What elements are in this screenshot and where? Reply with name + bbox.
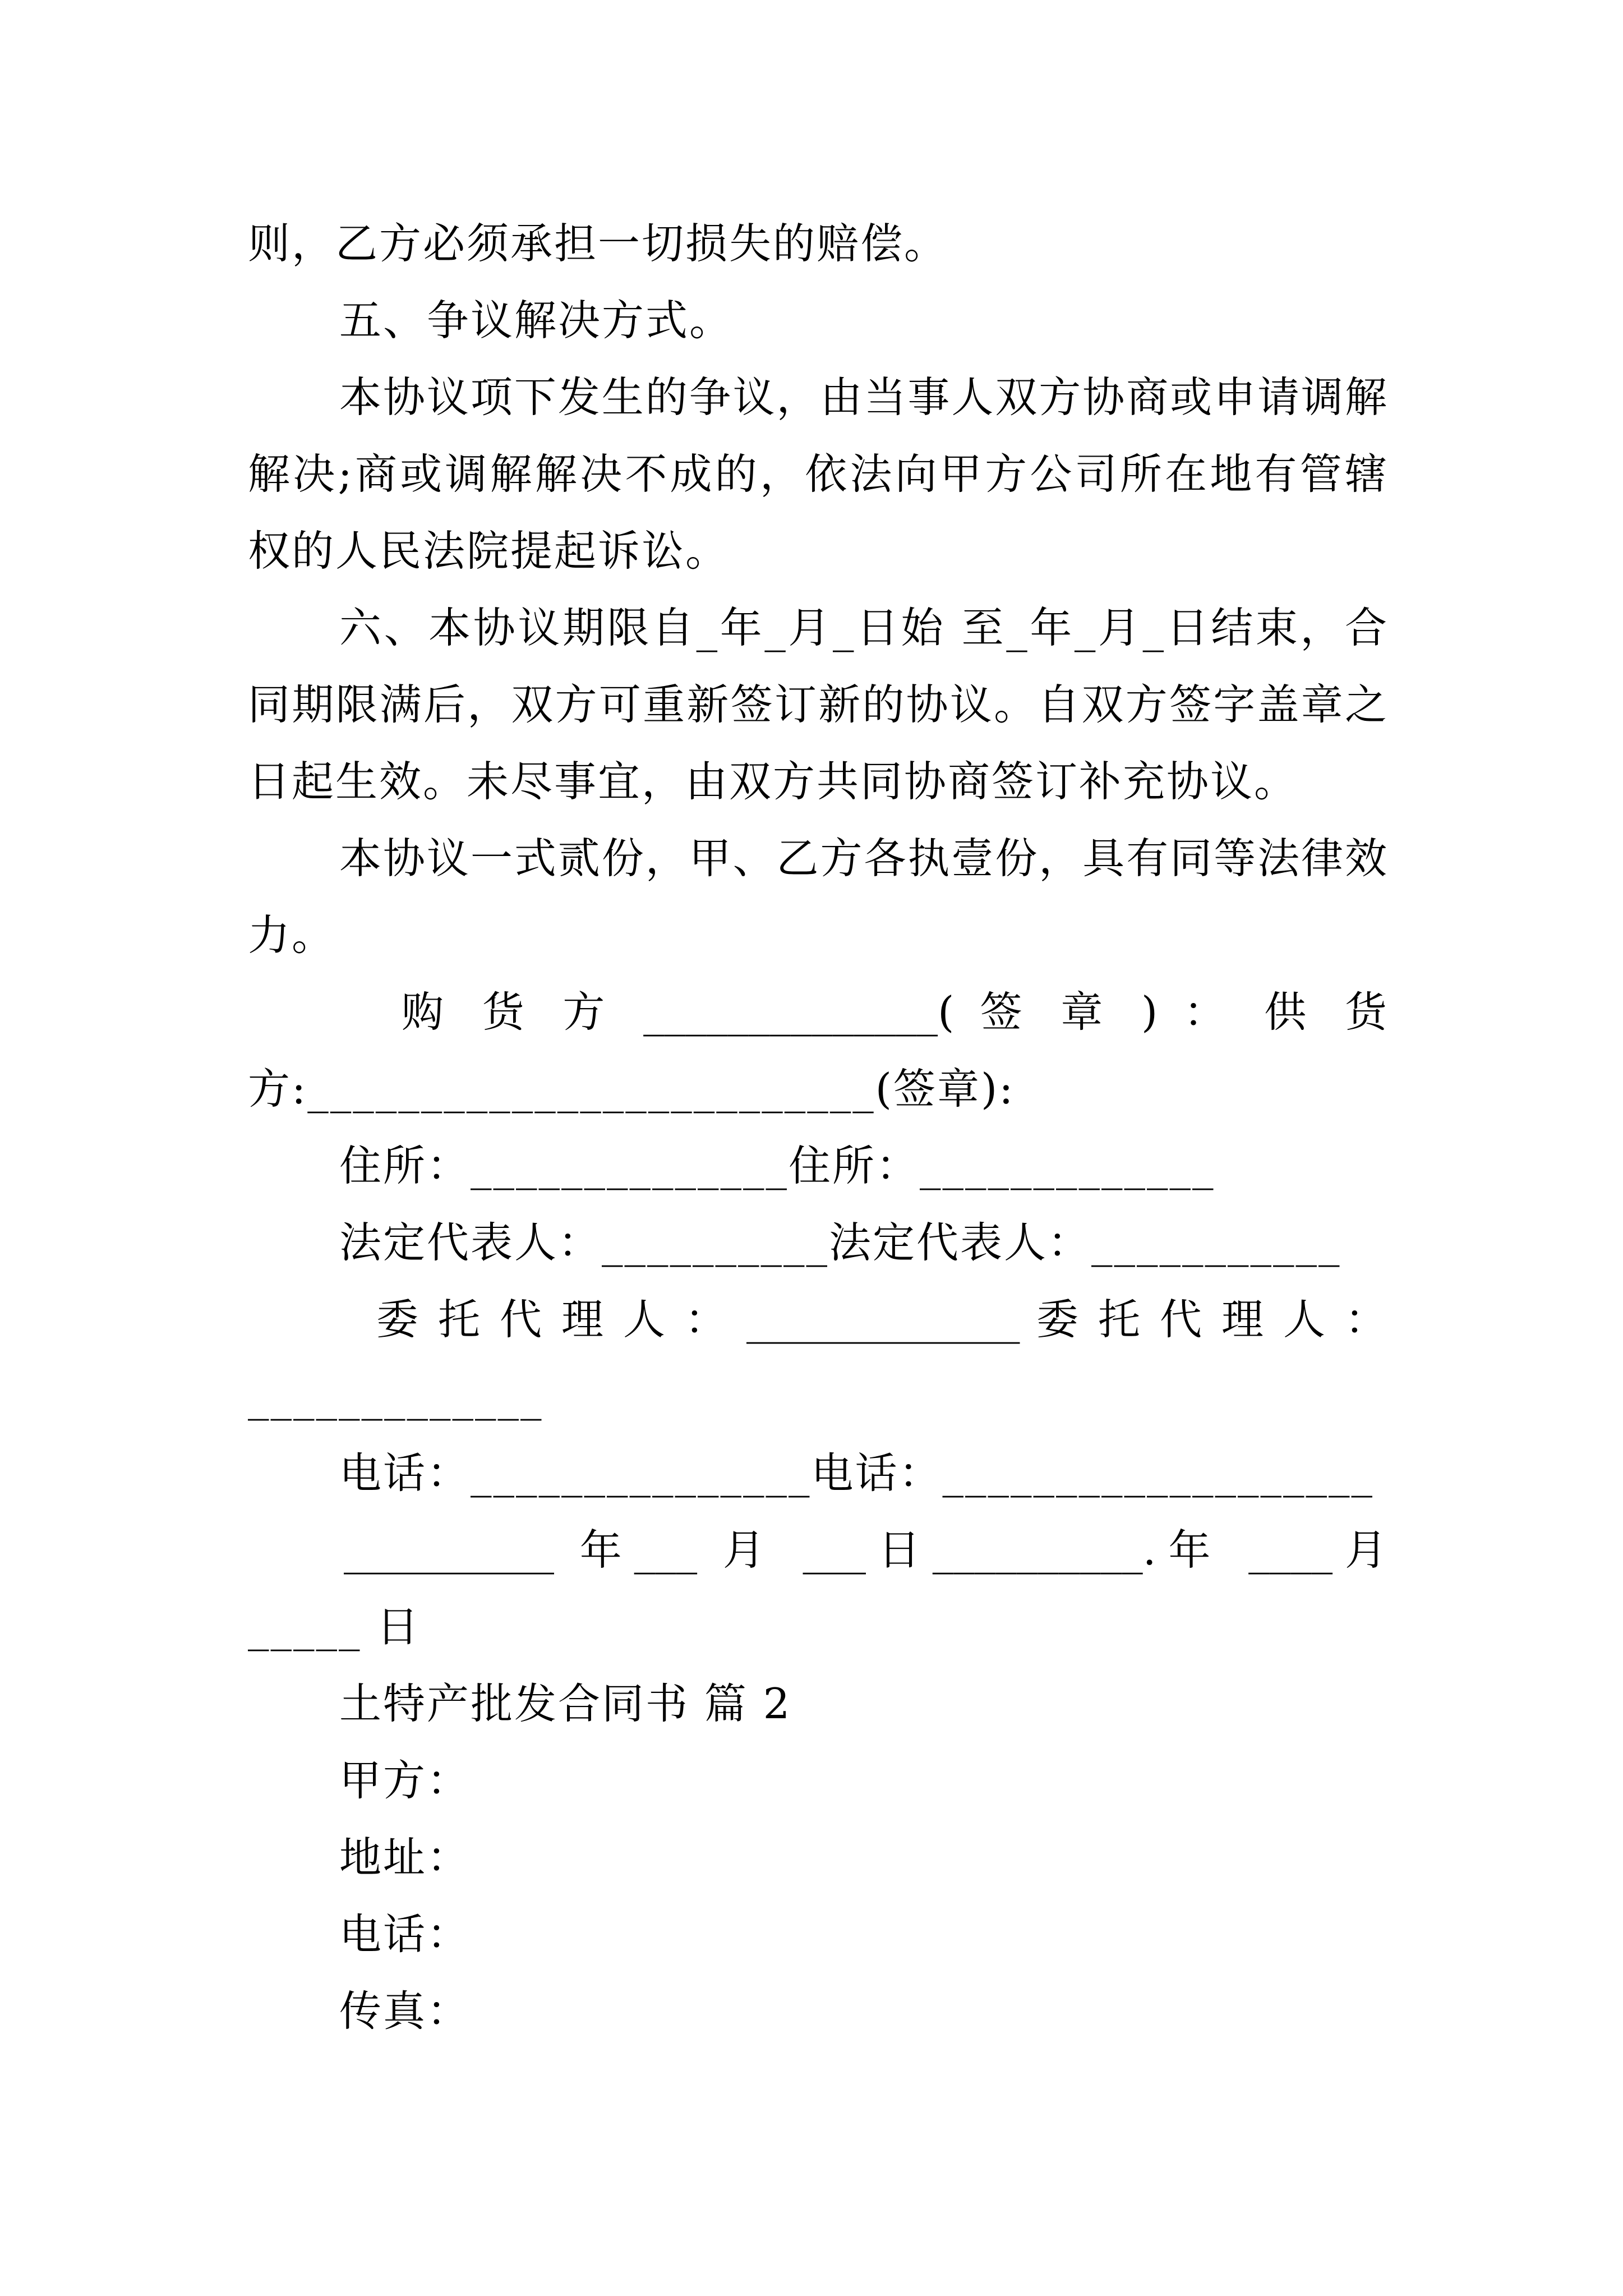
phone-signature-line: 电话：_______________电话：___________________ bbox=[339, 1448, 1375, 1498]
phone-label: 电话： bbox=[339, 1910, 471, 1959]
clause-five-body-line: 解决;商或调解解决不成的，依法向甲方公司所在地有管辖 bbox=[248, 449, 1387, 499]
copies-clause-line: 本协议一式贰份，甲、乙方各执壹份，具有同等法律效 bbox=[339, 834, 1387, 883]
clause-six-line: 六、本协议期限自_年_月_日始 至_年_月_日结束，合 bbox=[339, 603, 1387, 652]
legal-representative-line: 法定代表人：__________法定代表人：___________ bbox=[339, 1218, 1341, 1267]
date-line-end: _____ 日 bbox=[248, 1602, 421, 1651]
clause-five-body-line: 权的人民法院提起诉讼。 bbox=[248, 526, 730, 576]
section-two-heading: 土特产批发合同书 篇 2 bbox=[339, 1679, 792, 1728]
fax-label: 传真： bbox=[339, 1986, 471, 2036]
supplier-signature-line: 方:_________________________(签章): bbox=[248, 1064, 1015, 1114]
document-body bbox=[248, 205, 1387, 2050]
address-signature-line: 住所：______________住所：_____________ bbox=[339, 1141, 1215, 1190]
party-a-label: 甲方： bbox=[339, 1756, 471, 1805]
agent-signature-blank: _____________ bbox=[248, 1372, 543, 1421]
clause-six-line: 日起生效。未尽事宜，由双方共同协商签订补充协议。 bbox=[248, 757, 1298, 806]
previous-clause-tail: 则，乙方必须承担一切损失的赔偿。 bbox=[248, 219, 948, 268]
clause-five-body-line: 本协议项下发生的争议，由当事人双方协商或申请调解 bbox=[339, 372, 1387, 422]
address-label: 地址： bbox=[339, 1833, 471, 1882]
clause-six-line: 同期限满后，双方可重新签订新的协议。自双方签字盖章之 bbox=[248, 680, 1387, 729]
buyer-signature-line: 购 货 方 ______________( 签 章 ) ： 供 货 bbox=[402, 987, 1387, 1037]
agent-signature-line: 委 托 代 理 人 ： _____________ 委 托 代 理 人 ： bbox=[376, 1295, 1387, 1344]
clause-five-heading: 五、争议解决方式。 bbox=[339, 296, 734, 345]
copies-clause-line: 力。 bbox=[248, 910, 336, 960]
date-line: __________ 年___ 月 ___日__________.年 ____月 bbox=[344, 1525, 1387, 1575]
